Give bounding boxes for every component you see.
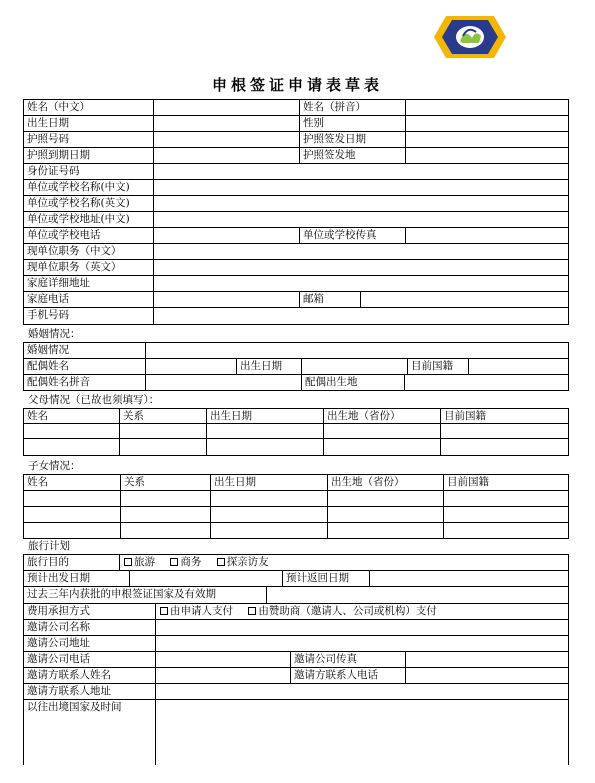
cost-sponsor-label: 由赞助商（邀请人、公司或机构）支付 (258, 605, 437, 617)
marriage-section-title: 婚姻情况： (28, 328, 81, 340)
children-section-title: 子女情况： (28, 460, 81, 472)
prev-visa-field[interactable] (266, 586, 569, 604)
inviter-addr-field[interactable] (155, 635, 569, 652)
name-cn-field[interactable] (153, 99, 300, 116)
employer-fax-field[interactable] (405, 227, 569, 244)
children-row-1-birthplace[interactable] (327, 490, 444, 507)
children-row-3-nationality[interactable] (443, 522, 569, 539)
spouse-birth-label: 出生日期 (236, 358, 302, 375)
inviter-tel-field[interactable] (155, 651, 291, 668)
birth-date-field[interactable] (153, 115, 300, 132)
id-no-label: 身份证号码 (23, 163, 154, 180)
children-header-birthplace: 出生地（省份） (327, 474, 444, 491)
position-en-field[interactable] (153, 259, 569, 276)
spouse-nationality-label: 目前国籍 (407, 358, 469, 375)
parents-header-relation: 关系 (119, 408, 207, 424)
parents-row-1-nationality[interactable] (440, 423, 569, 439)
home-tel-field[interactable] (153, 291, 300, 308)
employer-addr-label: 单位或学校地址(中文) (23, 211, 154, 228)
cost-self-label: 由申请人支付 (170, 605, 233, 617)
children-header-nationality: 目前国籍 (443, 474, 569, 491)
children-row-2-birth[interactable] (210, 506, 328, 523)
spouse-birth-field[interactable] (301, 358, 408, 375)
passport-expiry-field[interactable] (153, 147, 300, 164)
parents-header-name: 姓名 (23, 408, 120, 424)
depart-date-label: 预计出发日期 (23, 570, 130, 587)
past-travel-field[interactable] (155, 699, 569, 765)
passport-issue-place-label: 护照签发地 (299, 147, 406, 164)
tourism-checkbox[interactable] (124, 558, 132, 566)
spouse-nationality-field[interactable] (468, 358, 569, 375)
position-cn-label: 现单位职务（中文） (23, 243, 154, 260)
visit-checkbox[interactable] (217, 558, 225, 566)
employer-fax-label: 单位或学校传真 (299, 227, 406, 244)
spouse-pinyin-field[interactable] (145, 374, 302, 391)
parents-row-1-birthplace[interactable] (323, 423, 441, 439)
passport-issue-date-field[interactable] (405, 131, 569, 148)
business-option-label: 商务 (180, 556, 202, 568)
children-row-2-birthplace[interactable] (327, 506, 444, 523)
spouse-birthplace-label: 配偶出生地 (301, 374, 405, 391)
contact-addr-field[interactable] (155, 683, 569, 700)
employer-addr-field[interactable] (153, 211, 569, 228)
inviter-name-label: 邀请公司名称 (23, 619, 156, 636)
home-tel-label: 家庭电话 (23, 291, 154, 308)
employer-en-field[interactable] (153, 195, 569, 212)
mobile-label: 手机号码 (23, 307, 154, 325)
postcode-label: 邮箱 (299, 291, 361, 308)
inviter-fax-field[interactable] (405, 651, 569, 668)
prev-visa-label: 过去三年内获批的申根签证国家及有效期 (23, 586, 267, 604)
contact-tel-label: 邀请方联系人电话 (290, 667, 406, 684)
page-title: 申根签证申请表草表 (211, 76, 383, 94)
children-row-2-relation[interactable] (120, 506, 211, 523)
cost-self-checkbox[interactable] (160, 607, 168, 615)
spouse-birthplace-field[interactable] (404, 374, 569, 391)
children-row-3-birth[interactable] (210, 522, 328, 539)
name-pinyin-field[interactable] (405, 99, 569, 116)
employer-tel-field[interactable] (153, 227, 300, 244)
contact-name-label: 邀请方联系人姓名 (23, 667, 156, 684)
home-addr-label: 家庭详细地址 (23, 275, 154, 292)
passport-issue-place-field[interactable] (405, 147, 569, 164)
inviter-name-field[interactable] (155, 619, 569, 636)
parents-row-1-name[interactable] (23, 423, 120, 439)
tourism-option-label: 旅游 (134, 556, 155, 568)
parents-row-1-birth[interactable] (206, 423, 324, 439)
gender-field[interactable] (405, 115, 569, 132)
travel-purpose-label: 旅行目的 (23, 554, 120, 571)
parents-row-2-nationality[interactable] (440, 438, 569, 456)
cost-label: 费用承担方式 (23, 603, 156, 620)
inviter-tel-label: 邀请公司电话 (23, 651, 156, 668)
past-travel-label: 以往出境国家及时间 (23, 699, 156, 765)
inviter-addr-label: 邀请公司地址 (23, 635, 156, 652)
position-en-label: 现单位职务（英文） (23, 259, 154, 276)
gender-label: 性别 (299, 115, 406, 132)
spouse-name-field[interactable] (145, 358, 237, 375)
children-row-2-nationality[interactable] (443, 506, 569, 523)
parents-row-2-relation[interactable] (119, 438, 207, 456)
children-row-1-relation[interactable] (120, 490, 211, 507)
parents-row-1-relation[interactable] (119, 423, 207, 439)
home-addr-field[interactable] (153, 275, 569, 292)
position-cn-field[interactable] (153, 243, 569, 260)
parents-header-birthplace: 出生地（省份） (323, 408, 441, 424)
spouse-pinyin-label: 配偶姓名拼音 (23, 374, 146, 391)
employer-cn-label: 单位或学校名称(中文) (23, 179, 154, 196)
children-row-3-name[interactable] (23, 522, 121, 539)
name-pinyin-label: 姓名（拼音） (299, 99, 406, 116)
travel-purpose-options (119, 554, 569, 571)
parents-section-title: 父母情况（已故也须填写）： (28, 394, 160, 406)
visa-center-logo-icon (432, 14, 508, 60)
id-no-field[interactable] (153, 163, 569, 180)
cost-options (155, 603, 569, 620)
children-row-3-birthplace[interactable] (327, 522, 444, 539)
marital-status-field[interactable] (145, 342, 569, 359)
passport-expiry-label: 护照到期日期 (23, 147, 154, 164)
parents-row-2-birthplace[interactable] (323, 438, 441, 456)
birth-date-label: 出生日期 (23, 115, 154, 132)
passport-issue-date-label: 护照签发日期 (299, 131, 406, 148)
children-row-1-birth[interactable] (210, 490, 328, 507)
children-header-birth: 出生日期 (210, 474, 328, 491)
marital-status-label: 婚姻情况 (23, 342, 146, 359)
inviter-fax-label: 邀请公司传真 (290, 651, 406, 668)
parents-header-nationality: 目前国籍 (440, 408, 569, 424)
business-checkbox[interactable] (170, 558, 178, 566)
travel-section-title: 旅行计划 (28, 540, 70, 552)
employer-en-label: 单位或学校名称(英文) (23, 195, 154, 212)
depart-date-field[interactable] (129, 570, 283, 587)
visit-option-label: 探亲访友 (226, 556, 269, 568)
return-date-label: 预计返回日期 (282, 570, 370, 587)
parents-header-birth: 出生日期 (206, 408, 324, 424)
return-date-field[interactable] (369, 570, 569, 587)
children-header-name: 姓名 (23, 474, 121, 491)
passport-no-label: 护照号码 (23, 131, 154, 148)
employer-tel-label: 单位或学校电话 (23, 227, 154, 244)
spouse-name-label: 配偶姓名 (23, 358, 146, 375)
employer-cn-field[interactable] (153, 179, 569, 196)
children-row-1-nationality[interactable] (443, 490, 569, 507)
mobile-field[interactable] (153, 307, 569, 325)
name-cn-label: 姓名（中文） (23, 99, 154, 116)
children-row-3-relation[interactable] (120, 522, 211, 539)
parents-row-2-birth[interactable] (206, 438, 324, 456)
contact-addr-label: 邀请方联系人地址 (23, 683, 156, 700)
children-row-2-name[interactable] (23, 506, 121, 523)
children-header-relation: 关系 (120, 474, 211, 491)
passport-no-field[interactable] (153, 131, 300, 148)
contact-tel-field[interactable] (405, 667, 569, 684)
cost-sponsor-checkbox[interactable] (248, 607, 256, 615)
postcode-field[interactable] (360, 291, 569, 308)
parents-row-2-name[interactable] (23, 438, 120, 456)
children-row-1-name[interactable] (23, 490, 121, 507)
contact-name-field[interactable] (155, 667, 291, 684)
